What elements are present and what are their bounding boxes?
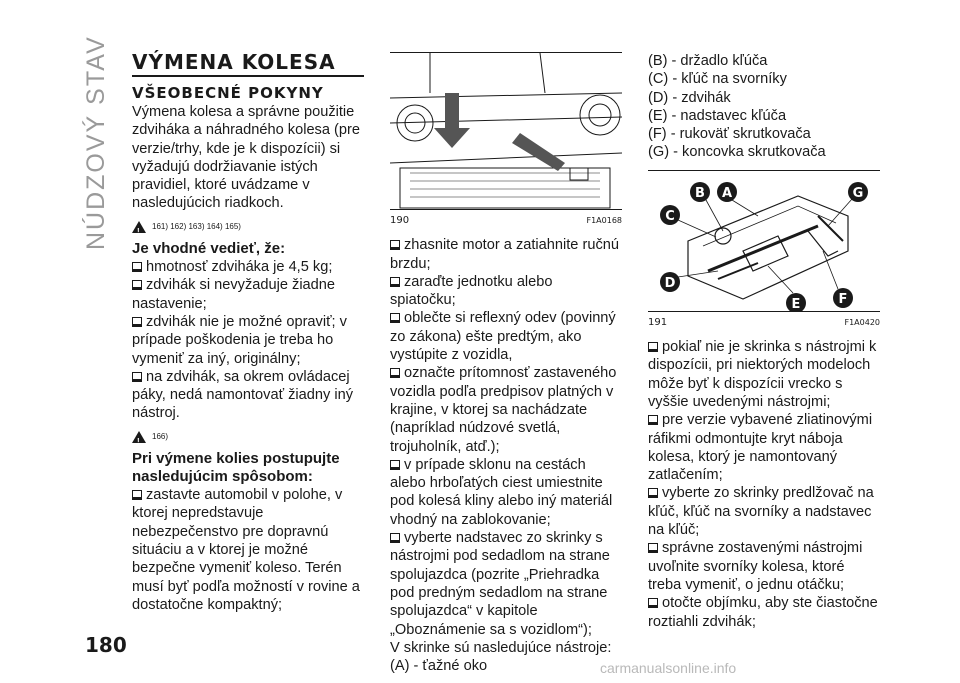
bullet-icon [648, 415, 658, 425]
callout-g-label: G [852, 185, 864, 201]
bullet-icon [132, 490, 142, 500]
callout-e-label: E [791, 296, 801, 312]
list-item: zastavte automobil v polohe, v ktorej nepredstavuje nebezpečenstvo pre dopravnú situáciu a v ktorej je možné bezpečne vymeniť koleso. Terén musí byť podľa možností v rovine a dostatočne kompaktný; [132, 487, 360, 613]
figure-caption [648, 314, 880, 332]
warning-refs-text: 161) 162) 163) 164) 165) [152, 221, 241, 231]
warning-triangle-icon [132, 221, 146, 233]
figure-code: F1A0168 [586, 216, 622, 225]
warning-refs [132, 218, 364, 236]
list-item: na zdvihák, sa okrem ovládacej páky, nedá namontovať žiadny iný nástroj. [132, 368, 354, 422]
tool-kit-illustration [648, 171, 880, 312]
bullet-icon [132, 372, 142, 382]
list-item: vyberte nadstavec zo skrinky s nástrojmi pod sedadlom na strane spolujazdca (pozrite „Priehradka pod predným sedadlom na strane spolujazdca“ v kapitole „Oboznámenie sa s vozidlom“); [390, 530, 610, 638]
figure-191 [648, 170, 880, 312]
list-item: v prípade sklonu na cestách alebo hrboľatých ciest umiestnite pod kolesá kliny alebo iný materiál vhodný na zablokovanie; [390, 456, 613, 528]
bullet-icon [132, 317, 142, 327]
bullet-icon [390, 368, 400, 378]
list-item: zdvihák si nevyžaduje žiadne nastavenie; [132, 277, 336, 312]
list-item: oblečte si reflexný odev (povinný zo zákona) ešte predtým, ako vystúpite z vozidla, [390, 310, 616, 364]
section-title: VŠEOBECNÉ POKYNY [132, 84, 324, 102]
chapter-title: VÝMENA KOLESA [132, 50, 336, 74]
callout-f-label: F [838, 291, 848, 307]
intro-paragraph: Výmena kolesa a správne použitie zdviháka a náhradného kolesa (pre verzie/trhy, kde je k dispozícii) si vyžadujú dodržiavanie istých pravidiel, ktoré uvádzame v nasledujúcich riadkoch. [132, 104, 360, 212]
tool-item: (B) - držadlo kľúča [648, 53, 768, 69]
list-item: hmotnosť zdviháka je 4,5 kg; [132, 258, 364, 276]
bullet-icon [390, 533, 400, 543]
title-rule [132, 75, 364, 77]
tools-intro: V skrinke sú nasledujúce nástroje: [390, 639, 612, 656]
watermark: carmanualsonline.info [600, 660, 737, 676]
page-number: 180 [85, 633, 127, 657]
list-item: označte prítomnosť zastaveného vozidla podľa predpisov platných v krajine, v ktorej sa nachádzate (napríklad núdzové svetlá, trojuholník, atď.); [390, 365, 617, 455]
bullet-icon [390, 313, 400, 323]
van-tool-location-illustration [390, 53, 622, 210]
list-item: vyberte zo skrinky predlžovač na kľúč, kľúč na svorníky a nadstavec na kľúč; [648, 485, 874, 539]
figure-number: 191 [648, 316, 668, 328]
bullet-icon [390, 460, 400, 470]
tool-item: (E) - nadstavec kľúča [648, 107, 787, 124]
tool-item: (C) - kľúč na svorníky [648, 71, 787, 88]
list-item: správne zostavenými nástrojmi uvoľnite svorníky kolesa, ktoré treba vymeniť, o jednu otáčku; [648, 540, 863, 593]
list-item: otočte objímku, aby ste čiastočne roztiahli zdvihák; [648, 595, 878, 630]
tool-item: (D) - zdvihák [648, 89, 731, 106]
chapter-side-tab [82, 35, 112, 250]
callout-d-label: D [664, 275, 676, 291]
callout-a-label: A [721, 185, 733, 201]
list-item: pre verzie vybavené zliatinovými ráfikmi odmontujte kryt náboja kolesa, ktorý je namontovaný zatlačením; [648, 412, 873, 484]
chapter-side-label: NÚDZOVÝ STAV [82, 35, 110, 250]
tool-item-a: (A) - ťažné oko [390, 658, 488, 675]
tool-item: (G) - koncovka skrutkovača [648, 144, 826, 161]
warning-triangle-icon [132, 431, 146, 443]
list-item: zdvihák nie je možné opraviť; v prípade poškodenia je treba ho vymeniť za iný, originálny; [132, 313, 347, 367]
bullet-icon [390, 240, 400, 250]
list-item: zhasnite motor a zatiahnite ručnú brzdu; [390, 237, 619, 272]
callout-b-label: B [695, 185, 705, 201]
warning-refs-text: 166) [152, 431, 169, 441]
callout-c-label: C [665, 208, 675, 224]
warning-refs [132, 428, 364, 446]
bullet-icon [648, 598, 658, 608]
figure-190 [390, 52, 622, 210]
bullet-icon [132, 262, 142, 272]
figure-caption [390, 212, 622, 230]
column-1 [132, 50, 364, 614]
subheading-good-to-know: Je vhodné vedieť, že: [132, 240, 286, 258]
figure-number: 190 [390, 215, 410, 226]
column-3 [648, 52, 880, 631]
bullet-icon [132, 280, 142, 290]
column-2 [390, 52, 622, 675]
bullet-icon [648, 342, 658, 352]
tool-item: (F) - rukoväť skrutkovača [648, 126, 811, 143]
list-item: zaraďte jednotku alebo spiatočku; [390, 273, 553, 309]
bullet-icon [390, 277, 400, 287]
subheading-procedure: Pri výmene kolies postupujte nasledujúcim spôsobom: [132, 450, 340, 486]
figure-code: F1A0420 [844, 317, 880, 327]
bullet-icon [648, 543, 658, 553]
bullet-icon [648, 488, 658, 498]
list-item: pokiaľ nie je skrinka s nástrojmi k dispozícii, pri niektorých modeloch môže byť k dispozícii vrecko s vyššie uvedenými nástrojmi; [648, 339, 877, 410]
